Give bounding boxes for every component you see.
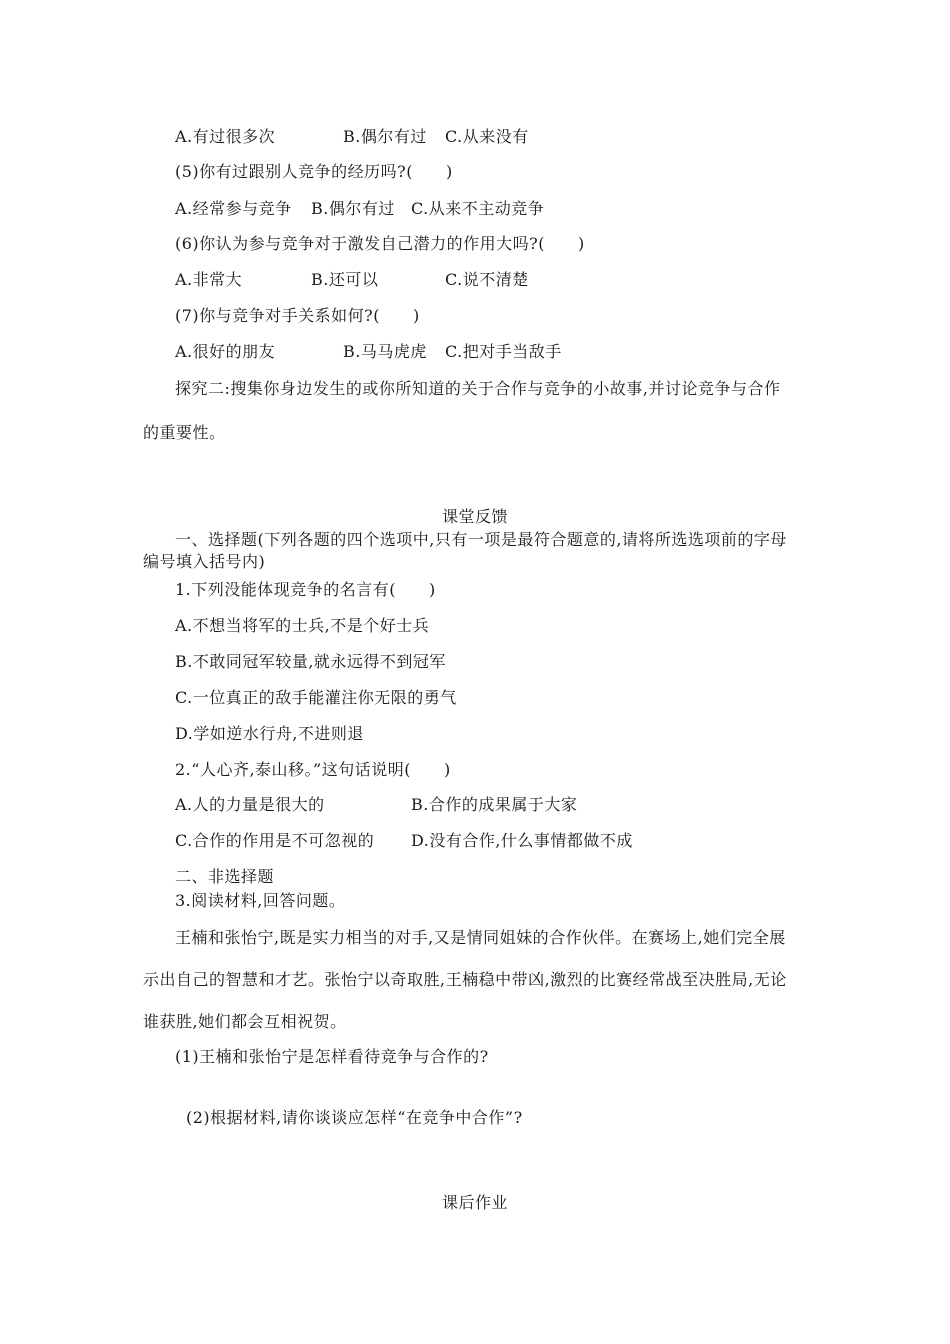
explore2-line2: 的重要性。 [143,423,226,442]
survey-q6: (6)你认为参与竞争对于激发自己潜力的作用大吗?( ) [175,234,585,253]
option-c: C.从来不主动竞争 [411,199,545,218]
option-a: A.经常参与竞争 [175,199,292,218]
q1-option-d: D.学如逆水行舟,不进则退 [175,724,364,743]
material-line3: 谁获胜,她们都会互相祝贺。 [143,1012,347,1031]
question-1: 1.下列没能体现竞争的名言有( ) [175,580,436,599]
question-3: 3.阅读材料,回答问题。 [175,891,346,910]
q1-option-a: A.不想当将军的士兵,不是个好士兵 [175,616,430,635]
question-2: 2.“人心齐,泰山移。”这句话说明( ) [175,760,451,779]
explore2-line1: 探究二:搜集你身边发生的或你所知道的关于合作与竞争的小故事,并讨论竞争与合作 [175,379,781,398]
q1-option-b: B.不敢同冠军较量,就永远得不到冠军 [175,652,446,671]
q2-option-b: B.合作的成果属于大家 [411,795,578,814]
sub-question-2: (2)根据材料,请你谈谈应怎样“在竞争中合作”? [186,1108,523,1127]
q1-option-c: C.一位真正的敌手能灌注你无限的勇气 [175,688,457,707]
q2-option-c: C.合作的作用是不可忽视的 [175,831,375,850]
q2-option-d: D.没有合作,什么事情都做不成 [411,831,633,850]
option-c: C.说不清楚 [445,270,529,289]
survey-q5: (5)你有过跟别人竞争的经历吗?( ) [175,162,453,181]
option-a: A.非常大 [175,270,243,289]
option-b: B.还可以 [311,270,379,289]
option-a: A.很好的朋友 [175,342,276,361]
section1-heading-line2: 编号填入括号内) [143,552,266,571]
option-c: C.从来没有 [445,127,529,146]
section2-heading: 二、非选择题 [175,867,275,886]
feedback-title: 课堂反馈 [441,507,508,526]
section1-heading-line1: 一、选择题(下列各题的四个选项中,只有一项是最符合题意的,请将所选选项前的字母 [175,530,787,549]
material-line1: 王楠和张怡宁,既是实力相当的对手,又是情同姐妹的合作伙伴。在赛场上,她们完全展 [175,928,786,947]
q2-option-a: A.人的力量是很大的 [175,795,325,814]
sub-question-1: (1)王楠和张怡宁是怎样看待竞争与合作的? [175,1047,489,1066]
option-b: B.偶尔有过 [311,199,395,218]
homework-title: 课后作业 [441,1193,508,1212]
option-a: A.有过很多次 [175,127,276,146]
material-line2: 示出自己的智慧和才艺。张怡宁以奇取胜,王楠稳中带凶,激烈的比赛经常战至决胜局,无论 [143,970,787,989]
option-b: B.马马虎虎 [343,342,427,361]
survey-q7: (7)你与竞争对手关系如何?( ) [175,306,420,325]
option-b: B.偶尔有过 [343,127,427,146]
option-c: C.把对手当敌手 [445,342,562,361]
